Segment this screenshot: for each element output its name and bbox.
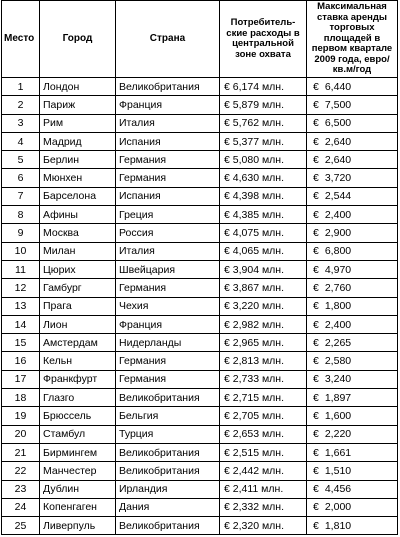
- rank-cell: 13: [2, 297, 40, 315]
- country-cell: Франция: [116, 96, 220, 114]
- consumer-spending-cell: € 4,075 млн.: [220, 224, 307, 242]
- currency-symbol: €: [313, 117, 319, 130]
- consumer-spending-cell: € 2,332 млн.: [220, 498, 307, 516]
- rent-value: 2,760: [324, 281, 352, 294]
- rank-cell: 11: [2, 260, 40, 278]
- currency-symbol: €: [313, 172, 319, 185]
- rent-value: 2,220: [324, 428, 352, 441]
- table-row: [2, 370, 398, 388]
- header-city: Город: [40, 1, 116, 78]
- currency-symbol: €: [313, 373, 319, 386]
- consumer-spending-cell: € 5,080 млн.: [220, 151, 307, 169]
- table-row: [2, 425, 398, 443]
- country-cell: Германия: [116, 370, 220, 388]
- rank-cell: 8: [2, 206, 40, 224]
- currency-symbol: €: [313, 80, 319, 93]
- max-rent-cell: [307, 96, 398, 114]
- city-cell: Берлин: [40, 151, 116, 169]
- city-cell: Амстердам: [40, 334, 116, 352]
- consumer-spending-cell: € 4,065 млн.: [220, 242, 307, 260]
- max-rent-cell: [307, 370, 398, 388]
- rent-value: 6,440: [324, 80, 352, 93]
- table-row: [2, 187, 398, 205]
- rent-value: 3,720: [324, 172, 352, 185]
- city-cell: Гамбург: [40, 279, 116, 297]
- rent-value: 1,897: [324, 391, 352, 404]
- currency-symbol: €: [313, 98, 319, 111]
- table-row: [2, 517, 398, 535]
- city-cell: Лион: [40, 315, 116, 333]
- max-rent-cell: [307, 425, 398, 443]
- country-cell: Греция: [116, 206, 220, 224]
- table-row: [2, 132, 398, 150]
- rank-cell: 19: [2, 407, 40, 425]
- country-cell: Франция: [116, 315, 220, 333]
- max-rent-cell: [307, 279, 398, 297]
- consumer-spending-cell: € 2,320 млн.: [220, 517, 307, 535]
- table-row: [2, 352, 398, 370]
- rank-cell: 24: [2, 498, 40, 516]
- currency-symbol: €: [313, 428, 319, 441]
- table-row: [2, 389, 398, 407]
- consumer-spending-cell: € 5,879 млн.: [220, 96, 307, 114]
- max-rent-cell: [307, 352, 398, 370]
- table-row: [2, 206, 398, 224]
- table-row: [2, 498, 398, 516]
- currency-symbol: €: [313, 464, 319, 477]
- city-cell: Мадрид: [40, 132, 116, 150]
- rank-cell: 21: [2, 443, 40, 461]
- max-rent-cell: [307, 443, 398, 461]
- city-cell: Лондон: [40, 78, 116, 96]
- country-cell: Бельгия: [116, 407, 220, 425]
- rent-value: 4,970: [324, 263, 352, 276]
- rent-value: 2,544: [324, 190, 352, 203]
- max-rent-cell: [307, 498, 398, 516]
- rent-value: 1,600: [324, 409, 352, 422]
- consumer-spending-cell: € 5,377 млн.: [220, 132, 307, 150]
- max-rent-cell: [307, 206, 398, 224]
- rank-cell: 18: [2, 389, 40, 407]
- city-cell: Глазго: [40, 389, 116, 407]
- rent-value: 1,800: [324, 300, 352, 313]
- country-cell: Турция: [116, 425, 220, 443]
- table-row: [2, 315, 398, 333]
- rent-value: 1,661: [324, 446, 352, 459]
- max-rent-cell: [307, 315, 398, 333]
- header-country: Страна: [116, 1, 220, 78]
- consumer-spending-cell: € 2,813 млн.: [220, 352, 307, 370]
- city-cell: Барселона: [40, 187, 116, 205]
- rent-value: 2,580: [324, 355, 352, 368]
- rank-cell: 4: [2, 132, 40, 150]
- currency-symbol: €: [313, 208, 319, 221]
- max-rent-cell: [307, 334, 398, 352]
- country-cell: Швейцария: [116, 260, 220, 278]
- rank-cell: 17: [2, 370, 40, 388]
- consumer-spending-cell: € 4,398 млн.: [220, 187, 307, 205]
- consumer-spending-cell: € 6,174 млн.: [220, 78, 307, 96]
- rank-cell: 3: [2, 114, 40, 132]
- table-row: [2, 96, 398, 114]
- consumer-spending-cell: € 2,733 млн.: [220, 370, 307, 388]
- currency-symbol: €: [313, 281, 319, 294]
- rent-value: 6,500: [324, 117, 352, 130]
- currency-symbol: €: [313, 446, 319, 459]
- table-header: [2, 1, 398, 78]
- max-rent-cell: [307, 389, 398, 407]
- city-cell: Милан: [40, 242, 116, 260]
- max-rent-cell: [307, 297, 398, 315]
- country-cell: Великобритания: [116, 389, 220, 407]
- max-rent-cell: [307, 132, 398, 150]
- country-cell: Ирландия: [116, 480, 220, 498]
- table-row: [2, 260, 398, 278]
- max-rent-cell: [307, 169, 398, 187]
- rent-value: 7,500: [324, 98, 352, 111]
- max-rent-cell: [307, 224, 398, 242]
- rent-value: 2,900: [324, 227, 352, 240]
- table-row: [2, 114, 398, 132]
- country-cell: Россия: [116, 224, 220, 242]
- max-rent-cell: [307, 480, 398, 498]
- currency-symbol: €: [313, 318, 319, 331]
- currency-symbol: €: [313, 391, 319, 404]
- city-cell: Бирмингем: [40, 443, 116, 461]
- country-cell: Германия: [116, 279, 220, 297]
- consumer-spending-cell: € 2,411 млн.: [220, 480, 307, 498]
- rank-cell: 1: [2, 78, 40, 96]
- rent-value: 2,400: [324, 318, 352, 331]
- rent-value: 1,510: [324, 464, 352, 477]
- rank-cell: 10: [2, 242, 40, 260]
- rank-cell: 2: [2, 96, 40, 114]
- max-rent-cell: [307, 517, 398, 535]
- rank-cell: 12: [2, 279, 40, 297]
- country-cell: Чехия: [116, 297, 220, 315]
- city-cell: Франкфурт: [40, 370, 116, 388]
- currency-symbol: €: [313, 409, 319, 422]
- table-row: [2, 78, 398, 96]
- currency-symbol: €: [313, 519, 319, 532]
- country-cell: Великобритания: [116, 443, 220, 461]
- rent-value: 2,640: [324, 153, 352, 166]
- city-ranking-table: [1, 0, 398, 535]
- country-cell: Италия: [116, 242, 220, 260]
- consumer-spending-cell: € 2,515 млн.: [220, 443, 307, 461]
- table-row: [2, 334, 398, 352]
- rent-value: 4,456: [324, 483, 352, 496]
- rank-cell: 14: [2, 315, 40, 333]
- table-row: [2, 297, 398, 315]
- rent-value: 1,810: [324, 519, 352, 532]
- consumer-spending-cell: € 5,762 млн.: [220, 114, 307, 132]
- header-rank: Место: [2, 1, 40, 78]
- table-row: [2, 151, 398, 169]
- country-cell: Германия: [116, 151, 220, 169]
- consumer-spending-cell: € 2,965 млн.: [220, 334, 307, 352]
- max-rent-cell: [307, 242, 398, 260]
- consumer-spending-cell: € 4,630 млн.: [220, 169, 307, 187]
- table-row: [2, 443, 398, 461]
- table-row: [2, 279, 398, 297]
- table-row: [2, 169, 398, 187]
- country-cell: Испания: [116, 187, 220, 205]
- consumer-spending-cell: € 3,867 млн.: [220, 279, 307, 297]
- table-row: [2, 224, 398, 242]
- rent-value: 2,400: [324, 208, 352, 221]
- consumer-spending-cell: € 3,904 млн.: [220, 260, 307, 278]
- rank-cell: 23: [2, 480, 40, 498]
- currency-symbol: €: [313, 263, 319, 276]
- rent-value: 2,000: [324, 501, 352, 514]
- table-row: [2, 242, 398, 260]
- city-cell: Прага: [40, 297, 116, 315]
- currency-symbol: €: [313, 300, 319, 313]
- max-rent-cell: [307, 260, 398, 278]
- table-row: [2, 480, 398, 498]
- header-row: [2, 1, 398, 78]
- max-rent-cell: [307, 187, 398, 205]
- rank-cell: 25: [2, 517, 40, 535]
- currency-symbol: €: [313, 190, 319, 203]
- consumer-spending-cell: € 3,220 млн.: [220, 297, 307, 315]
- rank-cell: 9: [2, 224, 40, 242]
- rent-value: 2,640: [324, 135, 352, 148]
- currency-symbol: €: [313, 153, 319, 166]
- country-cell: Германия: [116, 352, 220, 370]
- max-rent-cell: [307, 114, 398, 132]
- currency-symbol: €: [313, 135, 319, 148]
- country-cell: Великобритания: [116, 78, 220, 96]
- rent-value: 3,240: [324, 373, 352, 386]
- city-cell: Париж: [40, 96, 116, 114]
- header-consumer-spending: Потребитель-ские расходы в центральной зоне охвата: [220, 1, 307, 78]
- city-cell: Брюссель: [40, 407, 116, 425]
- city-cell: Кельн: [40, 352, 116, 370]
- currency-symbol: €: [313, 227, 319, 240]
- table-row: [2, 462, 398, 480]
- currency-symbol: €: [313, 355, 319, 368]
- city-cell: Рим: [40, 114, 116, 132]
- rank-cell: 15: [2, 334, 40, 352]
- currency-symbol: €: [313, 501, 319, 514]
- city-cell: Цюрих: [40, 260, 116, 278]
- consumer-spending-cell: € 2,442 млн.: [220, 462, 307, 480]
- consumer-spending-cell: € 4,385 млн.: [220, 206, 307, 224]
- header-max-rent: Максимальная ставка аренды торговых площадей в первом квартале 2009 года, евро/кв.м/год: [307, 1, 398, 78]
- city-cell: Манчестер: [40, 462, 116, 480]
- city-cell: Стамбул: [40, 425, 116, 443]
- country-cell: Нидерланды: [116, 334, 220, 352]
- country-cell: Германия: [116, 169, 220, 187]
- country-cell: Италия: [116, 114, 220, 132]
- table-body: [2, 78, 398, 535]
- country-cell: Испания: [116, 132, 220, 150]
- rank-cell: 20: [2, 425, 40, 443]
- rank-cell: 22: [2, 462, 40, 480]
- max-rent-cell: [307, 462, 398, 480]
- city-cell: Ливерпуль: [40, 517, 116, 535]
- consumer-spending-cell: € 2,982 млн.: [220, 315, 307, 333]
- table-row: [2, 407, 398, 425]
- city-cell: Копенгаген: [40, 498, 116, 516]
- max-rent-cell: [307, 407, 398, 425]
- consumer-spending-cell: € 2,653 млн.: [220, 425, 307, 443]
- country-cell: Великобритания: [116, 462, 220, 480]
- rank-cell: 5: [2, 151, 40, 169]
- city-cell: Москва: [40, 224, 116, 242]
- country-cell: Дания: [116, 498, 220, 516]
- consumer-spending-cell: € 2,705 млн.: [220, 407, 307, 425]
- rank-cell: 7: [2, 187, 40, 205]
- rent-value: 6,800: [324, 245, 352, 258]
- currency-symbol: €: [313, 336, 319, 349]
- currency-symbol: €: [313, 245, 319, 258]
- max-rent-cell: [307, 78, 398, 96]
- rent-value: 2,265: [324, 336, 352, 349]
- consumer-spending-cell: € 2,715 млн.: [220, 389, 307, 407]
- rank-cell: 6: [2, 169, 40, 187]
- rank-cell: 16: [2, 352, 40, 370]
- city-cell: Афины: [40, 206, 116, 224]
- city-cell: Дублин: [40, 480, 116, 498]
- currency-symbol: €: [313, 483, 319, 496]
- max-rent-cell: [307, 151, 398, 169]
- country-cell: Великобритания: [116, 517, 220, 535]
- city-cell: Мюнхен: [40, 169, 116, 187]
